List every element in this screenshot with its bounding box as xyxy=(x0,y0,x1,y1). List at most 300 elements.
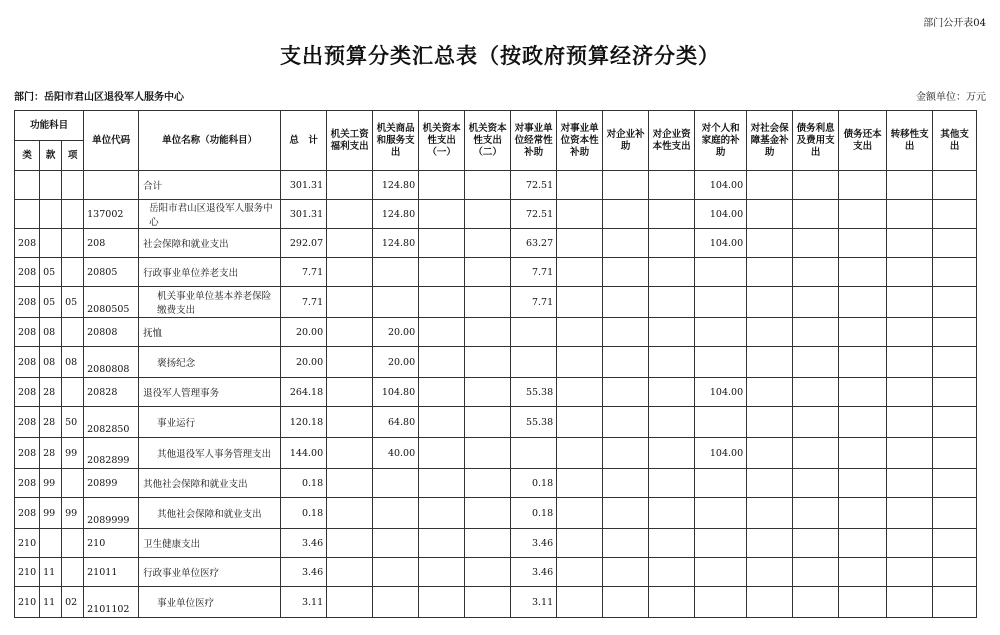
cell-econ-value xyxy=(793,529,839,558)
cell-econ-value xyxy=(603,200,649,229)
cell-econ-value xyxy=(327,378,373,407)
cell-econ-value xyxy=(419,587,465,618)
cell-kuan: 99 xyxy=(40,469,62,498)
table-code: 部门公开表04 xyxy=(923,18,986,29)
cell-lei xyxy=(15,171,40,200)
cell-econ-value xyxy=(839,407,887,438)
cell-unit-code: 20808 xyxy=(84,318,139,347)
cell-econ-value xyxy=(747,558,793,587)
cell-total: 144.00 xyxy=(281,438,327,469)
cell-econ-value xyxy=(419,258,465,287)
cell-econ-value xyxy=(887,407,933,438)
cell-unit-name: 社会保障和就业支出 xyxy=(139,229,281,258)
table-row xyxy=(15,171,977,200)
cell-econ-value xyxy=(887,258,933,287)
cell-unit-code: 20899 xyxy=(84,469,139,498)
cell-unit-code: 2080808 xyxy=(84,347,139,378)
cell-econ-value xyxy=(695,258,747,287)
cell-econ-value xyxy=(887,287,933,318)
cell-econ-value: 55.38 xyxy=(511,407,557,438)
table-row xyxy=(15,407,977,438)
cell-total: 264.18 xyxy=(281,378,327,407)
cell-econ-value xyxy=(511,318,557,347)
cell-econ-value xyxy=(649,347,695,378)
cell-econ-value xyxy=(327,347,373,378)
cell-unit-name: 抚恤 xyxy=(139,318,281,347)
cell-xiang xyxy=(62,469,84,498)
cell-econ-value xyxy=(557,587,603,618)
budget-table xyxy=(14,110,977,618)
cell-lei: 210 xyxy=(15,558,40,587)
header-econ: 机关商品和服务支出 xyxy=(373,111,419,171)
cell-econ-value: 72.51 xyxy=(511,200,557,229)
cell-unit-code: 20828 xyxy=(84,378,139,407)
cell-econ-value xyxy=(465,529,511,558)
cell-econ-value xyxy=(793,200,839,229)
cell-kuan xyxy=(40,171,62,200)
table-row xyxy=(15,258,977,287)
cell-lei: 210 xyxy=(15,587,40,618)
header-xiang: 项 xyxy=(62,141,84,171)
header-kuan: 款 xyxy=(40,141,62,171)
cell-econ-value xyxy=(557,378,603,407)
cell-econ-value xyxy=(373,529,419,558)
cell-econ-value xyxy=(793,171,839,200)
cell-econ-value: 124.80 xyxy=(373,171,419,200)
cell-total: 301.31 xyxy=(281,200,327,229)
cell-econ-value xyxy=(793,229,839,258)
cell-econ-value xyxy=(747,469,793,498)
header-econ: 对企业补助 xyxy=(603,111,649,171)
cell-econ-value: 20.00 xyxy=(373,318,419,347)
cell-xiang: 50 xyxy=(62,407,84,438)
cell-econ-value: 63.27 xyxy=(511,229,557,258)
cell-unit-name: 岳阳市君山区退役军人服务中心 xyxy=(139,200,281,229)
cell-lei: 208 xyxy=(15,347,40,378)
cell-econ-value: 124.80 xyxy=(373,200,419,229)
cell-econ-value xyxy=(603,438,649,469)
cell-econ-value xyxy=(327,318,373,347)
cell-econ-value xyxy=(793,469,839,498)
cell-econ-value xyxy=(419,469,465,498)
header-econ: 债务还本支出 xyxy=(839,111,887,171)
cell-econ-value xyxy=(887,587,933,618)
cell-econ-value xyxy=(793,258,839,287)
cell-unit-code: 2082899 xyxy=(84,438,139,469)
cell-econ-value xyxy=(373,587,419,618)
cell-econ-value xyxy=(373,469,419,498)
cell-econ-value xyxy=(419,229,465,258)
cell-econ-value xyxy=(557,498,603,529)
table-row xyxy=(15,347,977,378)
header-econ: 机关资本性支出（二） xyxy=(465,111,511,171)
cell-econ-value xyxy=(327,200,373,229)
header-econ: 对事业单位经常性补助 xyxy=(511,111,557,171)
cell-lei: 208 xyxy=(15,438,40,469)
cell-econ-value xyxy=(327,529,373,558)
cell-econ-value xyxy=(649,229,695,258)
cell-econ-value xyxy=(465,318,511,347)
cell-econ-value xyxy=(839,587,887,618)
cell-econ-value xyxy=(557,318,603,347)
page-title: 支出预算分类汇总表（按政府预算经济分类） xyxy=(280,44,720,68)
cell-lei: 208 xyxy=(15,498,40,529)
cell-econ-value xyxy=(465,558,511,587)
cell-econ-value xyxy=(933,498,977,529)
header-lei: 类 xyxy=(15,141,40,171)
cell-xiang xyxy=(62,529,84,558)
cell-econ-value xyxy=(327,469,373,498)
table-row xyxy=(15,229,977,258)
cell-econ-value xyxy=(839,558,887,587)
cell-econ-value xyxy=(603,171,649,200)
cell-total: 301.31 xyxy=(281,171,327,200)
cell-xiang xyxy=(62,258,84,287)
cell-econ-value xyxy=(603,318,649,347)
cell-econ-value xyxy=(839,171,887,200)
cell-econ-value xyxy=(419,200,465,229)
cell-econ-value xyxy=(419,558,465,587)
cell-total: 7.71 xyxy=(281,258,327,287)
cell-econ-value xyxy=(695,407,747,438)
cell-econ-value xyxy=(887,378,933,407)
cell-xiang: 99 xyxy=(62,498,84,529)
cell-econ-value xyxy=(887,558,933,587)
header-total: 总 计 xyxy=(281,111,327,171)
cell-econ-value xyxy=(649,498,695,529)
cell-econ-value xyxy=(465,378,511,407)
cell-econ-value xyxy=(419,171,465,200)
cell-econ-value xyxy=(373,498,419,529)
cell-econ-value xyxy=(511,438,557,469)
cell-lei: 208 xyxy=(15,258,40,287)
cell-econ-value xyxy=(933,229,977,258)
cell-xiang: 05 xyxy=(62,287,84,318)
cell-econ-value xyxy=(649,378,695,407)
cell-econ-value xyxy=(649,287,695,318)
cell-econ-value xyxy=(839,469,887,498)
cell-econ-value: 7.71 xyxy=(511,258,557,287)
cell-kuan: 28 xyxy=(40,438,62,469)
cell-econ-value xyxy=(649,200,695,229)
cell-econ-value: 104.00 xyxy=(695,378,747,407)
cell-unit-code: 2089999 xyxy=(84,498,139,529)
cell-econ-value: 104.00 xyxy=(695,438,747,469)
amount-unit-label: 金额单位：万元 xyxy=(916,92,986,103)
cell-econ-value xyxy=(887,347,933,378)
cell-econ-value: 124.80 xyxy=(373,229,419,258)
cell-econ-value xyxy=(887,438,933,469)
cell-econ-value xyxy=(511,347,557,378)
cell-econ-value xyxy=(839,378,887,407)
header-econ: 对社会保障基金补助 xyxy=(747,111,793,171)
cell-econ-value xyxy=(649,318,695,347)
cell-unit-name: 其他社会保障和就业支出 xyxy=(139,469,281,498)
cell-econ-value xyxy=(933,287,977,318)
header-econ: 债务利息及费用支出 xyxy=(793,111,839,171)
cell-econ-value xyxy=(603,229,649,258)
table-body xyxy=(15,171,977,618)
cell-econ-value xyxy=(419,529,465,558)
cell-econ-value xyxy=(557,438,603,469)
cell-econ-value xyxy=(603,347,649,378)
header-econ: 机关资本性支出（一） xyxy=(419,111,465,171)
cell-unit-code: 137002 xyxy=(84,200,139,229)
cell-econ-value xyxy=(933,347,977,378)
cell-econ-value xyxy=(327,558,373,587)
cell-econ-value xyxy=(649,258,695,287)
header-econ: 对企业资本性支出 xyxy=(649,111,695,171)
cell-econ-value xyxy=(649,558,695,587)
cell-econ-value xyxy=(603,258,649,287)
table-row xyxy=(15,438,977,469)
cell-econ-value xyxy=(887,171,933,200)
cell-econ-value xyxy=(419,287,465,318)
cell-econ-value xyxy=(933,318,977,347)
cell-econ-value xyxy=(839,438,887,469)
cell-econ-value xyxy=(933,469,977,498)
cell-lei: 208 xyxy=(15,287,40,318)
cell-econ-value xyxy=(839,318,887,347)
cell-econ-value xyxy=(327,258,373,287)
cell-econ-value xyxy=(747,318,793,347)
cell-kuan xyxy=(40,529,62,558)
cell-xiang xyxy=(62,318,84,347)
cell-lei: 208 xyxy=(15,407,40,438)
table-row xyxy=(15,318,977,347)
department-label: 部门：岳阳市君山区退役军人服务中心 xyxy=(14,92,184,103)
cell-econ-value xyxy=(933,171,977,200)
table-row xyxy=(15,469,977,498)
cell-econ-value xyxy=(649,171,695,200)
cell-econ-value xyxy=(603,407,649,438)
cell-econ-value xyxy=(793,558,839,587)
cell-econ-value xyxy=(603,378,649,407)
cell-econ-value xyxy=(465,498,511,529)
table-row xyxy=(15,378,977,407)
cell-xiang xyxy=(62,200,84,229)
cell-unit-name: 事业单位医疗 xyxy=(139,587,281,618)
cell-econ-value xyxy=(695,587,747,618)
table-row xyxy=(15,558,977,587)
cell-unit-code xyxy=(84,171,139,200)
cell-econ-value xyxy=(557,558,603,587)
cell-total: 0.18 xyxy=(281,469,327,498)
cell-econ-value: 104.00 xyxy=(695,171,747,200)
cell-econ-value xyxy=(649,469,695,498)
cell-econ-value xyxy=(839,258,887,287)
cell-total: 20.00 xyxy=(281,318,327,347)
cell-econ-value xyxy=(419,438,465,469)
cell-econ-value xyxy=(887,229,933,258)
cell-econ-value xyxy=(887,498,933,529)
cell-econ-value xyxy=(933,407,977,438)
cell-unit-name: 行政事业单位养老支出 xyxy=(139,258,281,287)
cell-econ-value xyxy=(839,498,887,529)
cell-econ-value xyxy=(695,318,747,347)
cell-econ-value xyxy=(419,407,465,438)
cell-kuan: 05 xyxy=(40,287,62,318)
cell-econ-value xyxy=(747,171,793,200)
cell-xiang: 99 xyxy=(62,438,84,469)
cell-econ-value xyxy=(839,287,887,318)
cell-unit-name: 卫生健康支出 xyxy=(139,529,281,558)
cell-econ-value: 104.80 xyxy=(373,378,419,407)
cell-econ-value xyxy=(327,587,373,618)
cell-econ-value xyxy=(557,469,603,498)
cell-lei: 208 xyxy=(15,378,40,407)
cell-econ-value xyxy=(465,469,511,498)
cell-xiang xyxy=(62,171,84,200)
cell-econ-value xyxy=(747,378,793,407)
cell-econ-value xyxy=(373,287,419,318)
cell-econ-value xyxy=(603,587,649,618)
cell-econ-value xyxy=(747,587,793,618)
cell-econ-value xyxy=(695,498,747,529)
cell-econ-value xyxy=(933,378,977,407)
cell-econ-value xyxy=(557,529,603,558)
cell-unit-code: 208 xyxy=(84,229,139,258)
header-econ: 对个人和家庭的补助 xyxy=(695,111,747,171)
cell-lei: 208 xyxy=(15,229,40,258)
cell-econ-value xyxy=(695,347,747,378)
cell-econ-value xyxy=(557,200,603,229)
cell-unit-code: 2101102 xyxy=(84,587,139,618)
cell-econ-value xyxy=(887,529,933,558)
header-econ: 对事业单位资本性补助 xyxy=(557,111,603,171)
cell-kuan: 28 xyxy=(40,378,62,407)
cell-unit-name: 事业运行 xyxy=(139,407,281,438)
cell-xiang: 08 xyxy=(62,347,84,378)
cell-econ-value xyxy=(649,438,695,469)
cell-kuan: 05 xyxy=(40,258,62,287)
cell-econ-value xyxy=(695,558,747,587)
cell-total: 292.07 xyxy=(281,229,327,258)
cell-unit-code: 210 xyxy=(84,529,139,558)
header-econ: 其他支出 xyxy=(933,111,977,171)
table-row xyxy=(15,529,977,558)
cell-econ-value xyxy=(747,498,793,529)
cell-xiang xyxy=(62,229,84,258)
cell-total: 0.18 xyxy=(281,498,327,529)
cell-xiang: 02 xyxy=(62,587,84,618)
cell-econ-value xyxy=(327,407,373,438)
cell-econ-value xyxy=(793,587,839,618)
cell-econ-value xyxy=(793,318,839,347)
cell-total: 3.11 xyxy=(281,587,327,618)
cell-econ-value xyxy=(603,558,649,587)
cell-econ-value: 20.00 xyxy=(373,347,419,378)
cell-econ-value xyxy=(695,529,747,558)
cell-econ-value: 55.38 xyxy=(511,378,557,407)
cell-econ-value: 3.46 xyxy=(511,558,557,587)
cell-econ-value xyxy=(793,407,839,438)
cell-econ-value: 72.51 xyxy=(511,171,557,200)
cell-lei: 208 xyxy=(15,469,40,498)
cell-econ-value xyxy=(327,438,373,469)
cell-lei: 210 xyxy=(15,529,40,558)
cell-total: 7.71 xyxy=(281,287,327,318)
cell-econ-value: 3.46 xyxy=(511,529,557,558)
cell-econ-value xyxy=(465,438,511,469)
cell-econ-value xyxy=(557,229,603,258)
cell-unit-name: 褒扬纪念 xyxy=(139,347,281,378)
cell-econ-value xyxy=(603,498,649,529)
cell-econ-value xyxy=(747,287,793,318)
header-unit-code: 单位代码 xyxy=(84,111,139,171)
cell-econ-value xyxy=(557,407,603,438)
cell-econ-value xyxy=(839,200,887,229)
cell-econ-value xyxy=(649,407,695,438)
cell-econ-value xyxy=(793,498,839,529)
cell-unit-name: 合计 xyxy=(139,171,281,200)
cell-econ-value xyxy=(373,258,419,287)
cell-unit-name: 机关事业单位基本养老保险缴费支出 xyxy=(139,287,281,318)
cell-econ-value xyxy=(933,200,977,229)
cell-econ-value xyxy=(747,200,793,229)
cell-xiang xyxy=(62,378,84,407)
cell-econ-value xyxy=(465,347,511,378)
cell-econ-value xyxy=(603,469,649,498)
cell-econ-value xyxy=(419,498,465,529)
cell-kuan: 11 xyxy=(40,558,62,587)
cell-econ-value xyxy=(793,347,839,378)
cell-econ-value: 7.71 xyxy=(511,287,557,318)
cell-econ-value xyxy=(465,171,511,200)
cell-econ-value xyxy=(603,529,649,558)
cell-econ-value: 3.11 xyxy=(511,587,557,618)
cell-econ-value xyxy=(839,529,887,558)
cell-econ-value xyxy=(839,229,887,258)
cell-econ-value xyxy=(887,318,933,347)
cell-kuan: 08 xyxy=(40,318,62,347)
cell-unit-name: 其他退役军人事务管理支出 xyxy=(139,438,281,469)
cell-kuan: 08 xyxy=(40,347,62,378)
cell-total: 3.46 xyxy=(281,529,327,558)
cell-econ-value xyxy=(557,258,603,287)
cell-xiang xyxy=(62,558,84,587)
cell-econ-value xyxy=(465,229,511,258)
table-row xyxy=(15,587,977,618)
cell-econ-value xyxy=(327,229,373,258)
cell-econ-value: 40.00 xyxy=(373,438,419,469)
cell-econ-value xyxy=(649,529,695,558)
cell-econ-value: 104.00 xyxy=(695,200,747,229)
cell-econ-value xyxy=(747,407,793,438)
cell-lei: 208 xyxy=(15,318,40,347)
cell-econ-value xyxy=(933,587,977,618)
cell-total: 120.18 xyxy=(281,407,327,438)
cell-econ-value xyxy=(793,378,839,407)
cell-econ-value xyxy=(695,469,747,498)
cell-unit-code: 2082850 xyxy=(84,407,139,438)
cell-kuan: 99 xyxy=(40,498,62,529)
cell-econ-value: 64.80 xyxy=(373,407,419,438)
header-func-group: 功能科目 xyxy=(15,111,84,141)
cell-econ-value xyxy=(747,438,793,469)
cell-econ-value xyxy=(649,587,695,618)
cell-unit-code: 20805 xyxy=(84,258,139,287)
cell-econ-value xyxy=(603,287,649,318)
cell-econ-value xyxy=(327,171,373,200)
table-row xyxy=(15,498,977,529)
cell-econ-value xyxy=(933,558,977,587)
cell-unit-name: 其他社会保障和就业支出 xyxy=(139,498,281,529)
cell-lei xyxy=(15,200,40,229)
table-row xyxy=(15,200,977,229)
cell-econ-value: 104.00 xyxy=(695,229,747,258)
cell-econ-value xyxy=(793,438,839,469)
